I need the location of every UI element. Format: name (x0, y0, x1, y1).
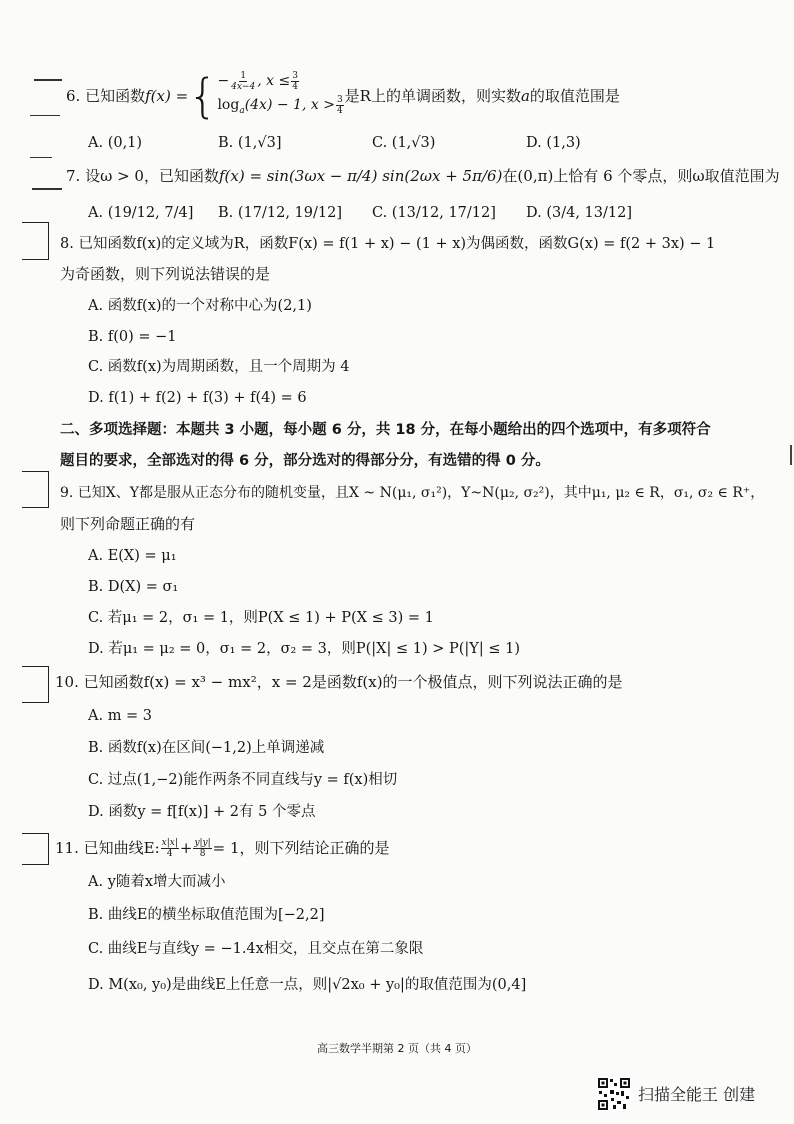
q8-option-a: A. 函数f(x)的一个对称中心为(2,1) (88, 298, 312, 314)
q6-fx: f(x) = (145, 87, 189, 105)
q6-piece-1: − $\frac{1}{4x-4}$ , x ≤ $\frac{3}{4}$ (217, 70, 298, 92)
q11-option-b: B. 曲线E的横坐标取值范围为[−2,2] (88, 907, 325, 923)
answer-box-q8 (22, 222, 49, 260)
scan-edge-mark (790, 445, 792, 465)
q8-option-b: B. f(0) = −1 (88, 329, 177, 345)
qr-code-icon (597, 1077, 631, 1111)
q6-option-d: D. (1,3) (526, 135, 581, 151)
answer-mark-q6-top (34, 79, 62, 81)
q6-prefix: 6. 已知函数 (66, 87, 146, 105)
answer-mark-q7 (32, 188, 62, 190)
q11-fraction-x: $\frac{x|x|}{4}$ (161, 837, 178, 859)
q10-stem: 10. 已知函数f(x) = x³ − mx²，x = 2是函数f(x)的一个极值点，则下列说法正确的是 (55, 673, 623, 691)
q10-option-b: B. 函数f(x)在区间(−1,2)上单调递减 (88, 740, 325, 756)
answer-box-q9 (22, 471, 49, 508)
q6-option-a: A. (0,1) (88, 135, 143, 151)
q10-option-c: C. 过点(1,−2)能作两条不同直线与y = f(x)相切 (88, 772, 398, 788)
q11-option-d: D. M(x₀, y₀)是曲线E上任意一点，则|√2x₀ + y₀|的取值范围为(0,4] (88, 977, 527, 993)
q6-suffix: 是R上的单调函数，则实数 (344, 87, 521, 105)
q11-stem: 11. 已知曲线E: $\frac{x|x|}{4}$ + $\frac{y|y|}{8}$ = 1，则下列结论正确的是 (55, 837, 390, 859)
q9-stem-line2: 则下列命题正确的有 (60, 515, 196, 533)
q6-brace: { (188, 69, 218, 123)
answer-mark-q6-bottom (30, 115, 60, 116)
q6-pieces (217, 69, 344, 123)
q6-stem (66, 66, 620, 126)
answer-box-q10 (22, 666, 49, 703)
q7-option-d: D. (3/4, 13/12] (526, 205, 632, 221)
q7-expression: f(x) = sin(3ωx − π/4) sin(2ωx + 5π/6) (218, 167, 503, 185)
q9-option-a: A. E(X) = μ₁ (88, 548, 177, 564)
q7-option-a: A. (19/12, 7/4] (88, 205, 194, 221)
q8-stem-line2: 为奇函数，则下列说法错误的是 (60, 265, 271, 283)
q9-option-c: C. 若μ₁ = 2，σ₁ = 1，则P(X ≤ 1) + P(X ≤ 3) = 1 (88, 610, 434, 626)
q11-option-c: C. 曲线E与直线y = −1.4x相交，且交点在第二象限 (88, 941, 424, 957)
q6-suffix2: 的取值范围是 (529, 87, 620, 105)
q6-var: a (520, 87, 530, 105)
q6-piece-2: $\log_a(4x) - 1$, x > $\frac{3}{4}$ (217, 94, 343, 116)
answer-mark-q7-top (30, 157, 52, 158)
answer-box-q11 (22, 833, 49, 865)
q11-fraction-y: $\frac{y|y|}{8}$ (194, 837, 211, 859)
scanner-brand-watermark: 扫描全能王 创建 (638, 1085, 756, 1104)
q9-stem-line1: 9. 已知X、Y都是服从正态分布的随机变量，且X ~ N(μ₁, σ₁²)，Y~N(μ₂, σ₂²)，其中μ₁, μ₂ ∈ R，σ₁, σ₂ ∈ R⁺， (60, 485, 765, 501)
q8-option-c: C. 函数f(x)为周期函数，且一个周期为 4 (88, 359, 350, 375)
q9-option-b: B. D(X) = σ₁ (88, 579, 179, 595)
q7-option-c: C. (13/12, 17/12] (372, 205, 496, 221)
q10-option-a: A. m = 3 (88, 708, 153, 724)
q11-option-a: A. y随着x增大而减小 (88, 874, 226, 890)
q7-option-b: B. (17/12, 19/12] (218, 205, 342, 221)
q8-stem-line1: 8. 已知函数f(x)的定义域为R，函数F(x) = f(1 + x) − (1 + x)为偶函数，函数G(x) = f(2 + 3x) − 1 (60, 236, 716, 252)
section2-heading-line2: 题目的要求，全部选对的得 6 分，部分选对的得部分分，有选错的得 0 分。 (60, 453, 550, 469)
page-footer: 高三数学半期第 2 页（共 4 页） (317, 1042, 477, 1055)
section2-heading-line1: 二、多项选择题：本题共 3 小题，每小题 6 分，共 18 分，在每小题给出的四个选项中，有多项符合 (60, 422, 711, 438)
q10-option-d: D. 函数y = f[f(x)] + 2有 5 个零点 (88, 804, 316, 820)
q8-option-d: D. f(1) + f(2) + f(3) + f(4) = 6 (88, 390, 307, 406)
q9-option-d: D. 若μ₁ = μ₂ = 0，σ₁ = 2，σ₂ = 3，则P(|X| ≤ 1) > P(|Y| ≤ 1) (88, 641, 520, 657)
q7-stem: 7. 设ω > 0，已知函数f(x) = sin(3ωx − π/4) sin(2ωx + 5π/6)在(0,π)上恰有 6 个零点，则ω取值范围为 (66, 167, 780, 185)
q6-option-b: B. (1,√3] (218, 135, 282, 151)
q6-option-c: C. (1,√3) (372, 135, 436, 151)
